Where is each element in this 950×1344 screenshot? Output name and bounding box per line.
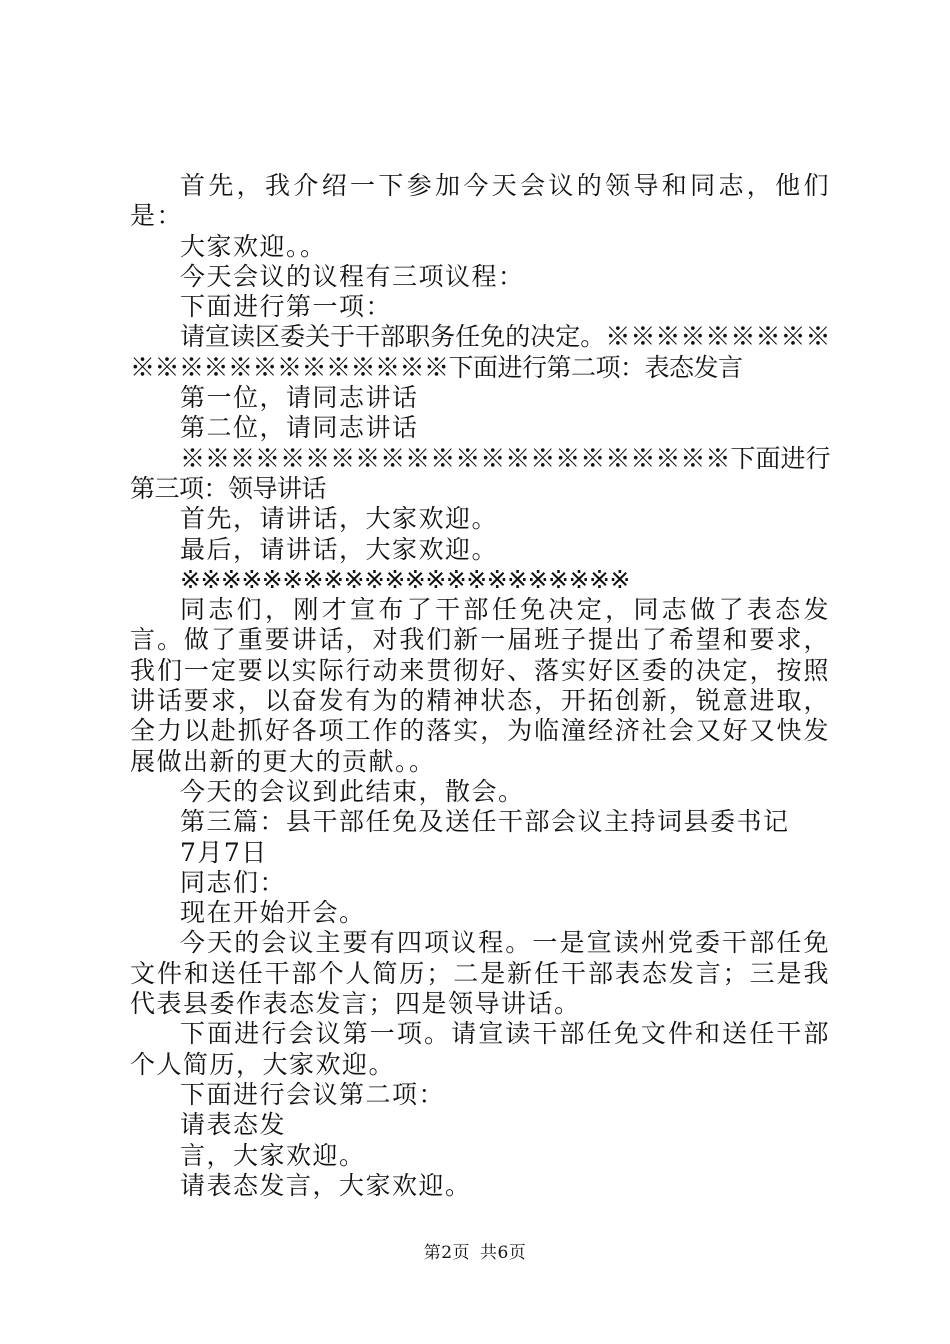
paragraph: 第一位，请同志讲话 bbox=[180, 383, 419, 413]
paragraph: 同志们，刚才宣布了干部任免决定，同志做了表态发言。做了重要讲话，对我们新一届班子提出了希望和要求，我们一定要以实际行动来贯彻好、落实好区委的决定，按照讲话要求，以奋发有为的精神状态，开拓创新，锐意进取，全力以赴抓好各项工作的落实，为临潼经济社会又好又快发展做出新的更大的贡献。。 bbox=[130, 595, 830, 776]
date-line: 7月7日 bbox=[180, 837, 268, 867]
paragraph: 同志们： bbox=[180, 867, 287, 897]
paragraph: 首先，请讲话，大家欢迎。 bbox=[180, 504, 499, 534]
paragraph: 今天的会议到此结束，散会。 bbox=[180, 776, 525, 806]
paragraph: 今天会议的议程有三项议程： bbox=[180, 261, 525, 291]
section-heading: 第三篇：县干部任免及送任干部会议主持词县委书记 bbox=[180, 807, 790, 837]
paragraph: 下面进行第一项： bbox=[180, 292, 393, 322]
paragraph: 今天的会议主要有四项议程。一是宣读州党委干部任免文件和送任干部个人简历；二是新任干部表态发言；三是我代表县委作表态发言；四是领导讲话。 bbox=[130, 928, 830, 1019]
page-number: 第2页 bbox=[423, 1243, 471, 1263]
paragraph: 下面进行会议第二项： bbox=[180, 1079, 446, 1109]
paragraph: 请表态发言，大家欢迎。 bbox=[180, 1170, 472, 1200]
paragraph: 请表态发 bbox=[180, 1110, 287, 1140]
page-total: 共6页 bbox=[479, 1243, 527, 1263]
paragraph: ※※※※※※※※※※※※※※※※※※※※※※ bbox=[180, 564, 630, 594]
paragraph: 最后，请讲话，大家欢迎。 bbox=[180, 534, 499, 564]
paragraph: 现在开始开会。 bbox=[180, 898, 366, 928]
document-body bbox=[130, 171, 830, 1201]
paragraph: 请宣读区委关于干部职务任免的决定。※※※※※※※※※※※※※※※※※※※※※※下面进行第二项：表态发言 bbox=[130, 322, 830, 382]
paragraph: 第二位，请同志讲话 bbox=[180, 413, 419, 443]
paragraph: ※※※※※※※※※※※※※※※※※※※※※※下面进行第三项：领导讲话 bbox=[130, 443, 830, 503]
paragraph: 言，大家欢迎。 bbox=[180, 1140, 366, 1170]
paragraph: 大家欢迎。。 bbox=[180, 231, 327, 261]
paragraph: 下面进行会议第一项。请宣读干部任免文件和送任干部个人简历，大家欢迎。 bbox=[130, 1019, 830, 1079]
page-footer bbox=[0, 1242, 950, 1264]
paragraph: 首先，我介绍一下参加今天会议的领导和同志，他们是： bbox=[130, 171, 830, 231]
